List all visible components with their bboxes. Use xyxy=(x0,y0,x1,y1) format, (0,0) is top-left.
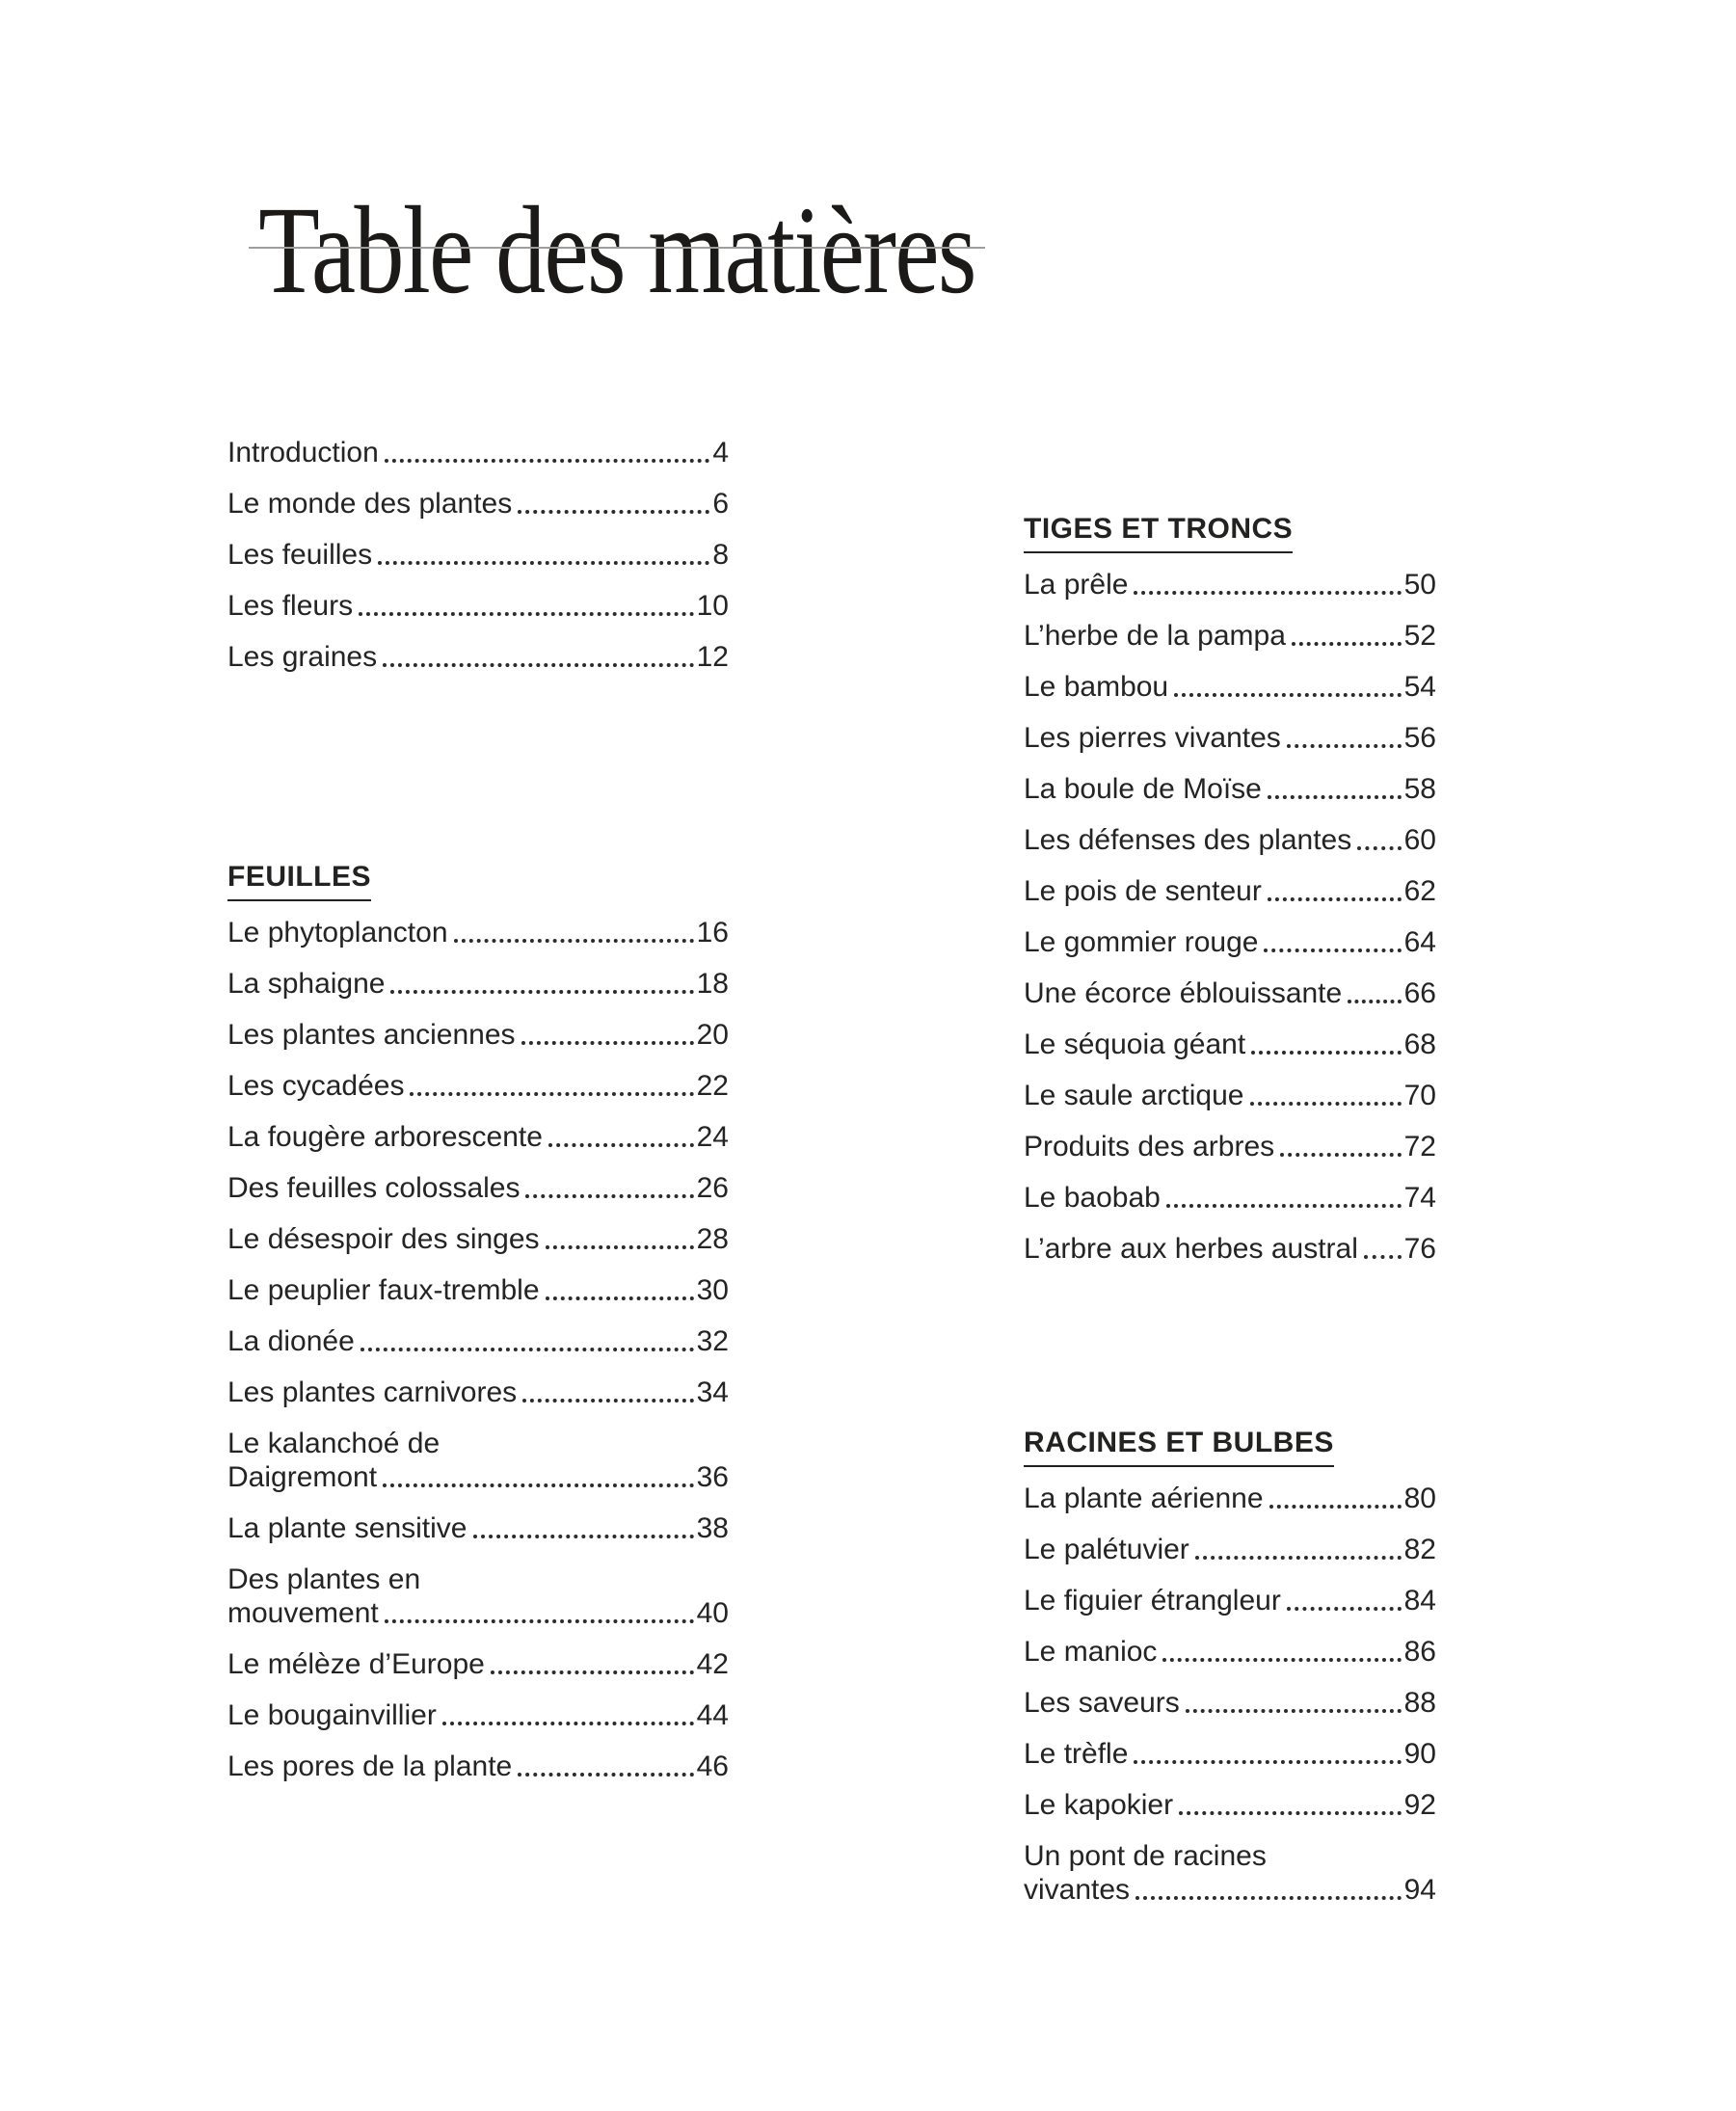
toc-entry xyxy=(227,589,729,623)
dotted-leader-icon xyxy=(383,1483,694,1487)
toc-entry-label: L’herbe de la pampa xyxy=(1024,620,1286,652)
toc-entry-label: Des plantes en xyxy=(227,1563,421,1595)
toc-entry xyxy=(1024,568,1436,601)
toc-entry xyxy=(227,1511,729,1545)
toc-entry xyxy=(227,1376,729,1409)
dotted-leader-icon xyxy=(491,1670,694,1674)
page-number: 88 xyxy=(1403,1687,1436,1719)
dotted-leader-icon xyxy=(546,1245,694,1249)
toc-entry-label: Le pois de senteur xyxy=(1024,875,1262,907)
toc-entry xyxy=(227,1324,729,1358)
toc-entry xyxy=(227,1120,729,1154)
dotted-leader-icon xyxy=(1357,846,1401,850)
dotted-leader-icon xyxy=(1280,1153,1401,1157)
toc-section-tiges-et-troncs xyxy=(1024,513,1436,1283)
page-title: Table des matières xyxy=(258,181,975,321)
toc-entry xyxy=(1024,1130,1436,1163)
toc-entry xyxy=(1024,1181,1436,1215)
toc-entry xyxy=(227,1222,729,1256)
toc-entry xyxy=(1024,1232,1436,1266)
toc-entry-label: Le peuplier faux-tremble xyxy=(227,1274,540,1306)
toc-entry xyxy=(227,967,729,1001)
toc-entry xyxy=(227,1750,729,1783)
toc-entry xyxy=(1024,721,1436,755)
page-number: 10 xyxy=(696,590,729,622)
toc-entry xyxy=(1024,670,1436,704)
page-number: 62 xyxy=(1403,875,1436,907)
page-number: 94 xyxy=(1403,1874,1436,1906)
page-number: 26 xyxy=(696,1172,729,1204)
dotted-leader-icon xyxy=(518,510,709,514)
dotted-leader-icon xyxy=(1135,1896,1402,1900)
toc-entry-label: Le phytoplancton xyxy=(227,917,448,949)
toc-entry-label: La dionée xyxy=(227,1325,355,1357)
toc-entry xyxy=(227,1273,729,1307)
dotted-leader-icon xyxy=(385,1619,694,1623)
page-number: 90 xyxy=(1403,1738,1436,1770)
toc-entry-label: Les pierres vivantes xyxy=(1024,722,1281,754)
dotted-leader-icon xyxy=(1269,1505,1402,1509)
toc-entry-label: Produits des arbres xyxy=(1024,1131,1275,1162)
page-number: 30 xyxy=(696,1274,729,1306)
page-number: 18 xyxy=(696,968,729,1000)
toc-entry-label: Le kalanchoé de xyxy=(227,1428,441,1459)
toc-entry xyxy=(227,1563,729,1630)
toc-entry xyxy=(227,1427,729,1494)
dotted-leader-icon xyxy=(1264,949,1401,952)
toc-entry-label: La boule de Moïse xyxy=(1024,773,1262,805)
toc-entry xyxy=(1024,1635,1436,1669)
toc-entry-label: Le figuier étrangleur xyxy=(1024,1585,1281,1617)
page-number: 8 xyxy=(712,539,729,571)
page-number: 42 xyxy=(696,1648,729,1680)
toc-entry-label: Les feuilles xyxy=(227,539,373,571)
toc-entry-label: Le baobab xyxy=(1024,1182,1161,1214)
dotted-leader-icon xyxy=(1287,744,1402,748)
dotted-leader-icon xyxy=(378,561,709,565)
section-heading: RACINES ET BULBES xyxy=(1024,1427,1334,1467)
dotted-leader-icon xyxy=(454,939,694,943)
page-number: 16 xyxy=(696,917,729,949)
title-rule xyxy=(249,247,985,249)
toc-entry xyxy=(1024,1584,1436,1617)
toc-entry-label: Introduction xyxy=(227,437,379,468)
page-number: 54 xyxy=(1403,671,1436,703)
toc-entry-label: Les plantes anciennes xyxy=(227,1019,516,1051)
toc-entry xyxy=(1024,772,1436,806)
page-number: 74 xyxy=(1403,1182,1436,1214)
toc-entry xyxy=(1024,1788,1436,1822)
toc-entry-label: Les cycadées xyxy=(227,1070,405,1102)
dotted-leader-icon xyxy=(1166,1204,1402,1208)
page-number: 70 xyxy=(1403,1080,1436,1111)
dotted-leader-icon xyxy=(1287,1607,1402,1611)
toc-entry-label: Le trèfle xyxy=(1024,1738,1129,1770)
page-number: 64 xyxy=(1403,926,1436,958)
toc-entry-label: vivantes xyxy=(1024,1874,1131,1906)
toc-entry xyxy=(227,1069,729,1103)
page-number: 32 xyxy=(696,1325,729,1357)
toc-entry-label: Les pores de la plante xyxy=(227,1750,513,1782)
toc-entry-label: Les défenses des plantes xyxy=(1024,824,1352,856)
toc-entry-label: La prêle xyxy=(1024,569,1129,601)
toc-entry-label: Daigremont xyxy=(227,1461,378,1493)
page-number: 34 xyxy=(696,1376,729,1408)
page-number: 28 xyxy=(696,1223,729,1255)
toc-entry-label: La plante sensitive xyxy=(227,1512,467,1544)
dotted-leader-icon xyxy=(359,612,694,616)
page-number: 4 xyxy=(712,437,729,468)
dotted-leader-icon xyxy=(522,1399,693,1403)
page-number: 38 xyxy=(696,1512,729,1544)
dotted-leader-icon xyxy=(1268,897,1402,901)
page-number: 86 xyxy=(1403,1636,1436,1668)
toc-entry xyxy=(227,538,729,572)
dotted-leader-icon xyxy=(525,1194,693,1198)
toc-entry-label: mouvement xyxy=(227,1597,379,1629)
toc-entry-label: Une écorce éblouissante xyxy=(1024,977,1343,1009)
dotted-leader-icon xyxy=(1348,1000,1401,1003)
section-heading: TIGES ET TRONCS xyxy=(1024,513,1293,553)
toc-section-racines-et-bulbes xyxy=(1024,1427,1436,1924)
dotted-leader-icon xyxy=(548,1143,694,1147)
dotted-leader-icon xyxy=(1195,1556,1402,1560)
dotted-leader-icon xyxy=(518,1773,693,1777)
toc-entry-label: Le saule arctique xyxy=(1024,1080,1244,1111)
toc-section-feuilles xyxy=(227,861,729,1801)
page-number: 44 xyxy=(696,1699,729,1731)
toc-entry-label: Les fleurs xyxy=(227,590,354,622)
page-number: 36 xyxy=(696,1461,729,1493)
toc-entry xyxy=(227,487,729,521)
dotted-leader-icon xyxy=(385,459,710,463)
toc-entry xyxy=(1024,976,1436,1010)
dotted-leader-icon xyxy=(521,1041,694,1045)
dotted-leader-icon xyxy=(1186,1709,1402,1713)
toc-entry-label: Le palétuvier xyxy=(1024,1534,1189,1565)
toc-entry xyxy=(1024,1028,1436,1061)
dotted-leader-icon xyxy=(410,1092,693,1096)
page-number: 50 xyxy=(1403,569,1436,601)
page-number: 60 xyxy=(1403,824,1436,856)
dotted-leader-icon xyxy=(390,990,693,994)
dotted-leader-icon xyxy=(1268,795,1402,799)
section-heading: FEUILLES xyxy=(227,861,371,901)
toc-entry-label: La plante aérienne xyxy=(1024,1483,1264,1514)
toc-entry-label: Le gommier rouge xyxy=(1024,926,1259,958)
toc-entry xyxy=(1024,1482,1436,1515)
toc-section-introduction xyxy=(227,436,729,691)
toc-entry xyxy=(1024,1533,1436,1566)
page-number: 46 xyxy=(696,1750,729,1782)
page-number: 56 xyxy=(1403,722,1436,754)
page-number: 80 xyxy=(1403,1483,1436,1514)
toc-entry xyxy=(227,916,729,949)
toc-entry xyxy=(1024,874,1436,908)
toc-entry xyxy=(1024,619,1436,653)
dotted-leader-icon xyxy=(1364,1255,1402,1259)
page-number: 82 xyxy=(1403,1534,1436,1565)
page-number: 66 xyxy=(1403,977,1436,1009)
page-number: 84 xyxy=(1403,1585,1436,1617)
dotted-leader-icon xyxy=(1162,1658,1401,1662)
dotted-leader-icon xyxy=(473,1535,694,1538)
toc-entry xyxy=(227,1018,729,1052)
toc-entry-label: Le bougainvillier xyxy=(227,1699,437,1731)
dotted-leader-icon xyxy=(442,1722,694,1725)
toc-entry-label: Le séquoia géant xyxy=(1024,1029,1246,1060)
toc-entry-label: Les saveurs xyxy=(1024,1687,1180,1719)
toc-entry-label: Un pont de racines xyxy=(1024,1840,1267,1872)
dotted-leader-icon xyxy=(1292,642,1402,646)
dotted-leader-icon xyxy=(361,1348,694,1351)
dotted-leader-icon xyxy=(546,1296,694,1300)
toc-entry xyxy=(227,640,729,674)
toc-entry-label: Les graines xyxy=(227,641,378,673)
toc-entry-label: La sphaigne xyxy=(227,968,386,1000)
page-number: 12 xyxy=(696,641,729,673)
toc-entry xyxy=(1024,1839,1436,1907)
toc-entry-label: L’arbre aux herbes austral xyxy=(1024,1233,1358,1265)
toc-entry xyxy=(1024,1737,1436,1771)
toc-entry xyxy=(1024,1686,1436,1720)
dotted-leader-icon xyxy=(1251,1051,1401,1055)
toc-entry xyxy=(1024,1079,1436,1112)
page-number: 40 xyxy=(696,1597,729,1629)
page-number: 72 xyxy=(1403,1131,1436,1162)
dotted-leader-icon xyxy=(383,663,694,667)
toc-entry-label: Le désespoir des singes xyxy=(227,1223,540,1255)
toc-entry xyxy=(227,1171,729,1205)
toc-entry xyxy=(227,436,729,469)
toc-entry xyxy=(227,1698,729,1732)
toc-entry-label: Le monde des plantes xyxy=(227,488,513,520)
page-number: 58 xyxy=(1403,773,1436,805)
toc-entry xyxy=(227,1647,729,1681)
page-number: 52 xyxy=(1403,620,1436,652)
toc-entry-label: Le bambou xyxy=(1024,671,1169,703)
toc-entry-label: Le kapokier xyxy=(1024,1789,1174,1821)
page-number: 22 xyxy=(696,1070,729,1102)
toc-entry xyxy=(1024,823,1436,857)
page-number: 76 xyxy=(1403,1233,1436,1265)
page-number: 24 xyxy=(696,1121,729,1153)
dotted-leader-icon xyxy=(1134,591,1401,595)
page-number: 92 xyxy=(1403,1789,1436,1821)
dotted-leader-icon xyxy=(1179,1811,1402,1815)
toc-entry-label: Des feuilles colossales xyxy=(227,1172,521,1204)
toc-entry-label: Le manioc xyxy=(1024,1636,1158,1668)
dotted-leader-icon xyxy=(1174,693,1402,697)
toc-entry-label: Le mélèze d’Europe xyxy=(227,1648,485,1680)
dotted-leader-icon xyxy=(1250,1102,1402,1106)
toc-entry-label: La fougère arborescente xyxy=(227,1121,543,1153)
page-number: 20 xyxy=(696,1019,729,1051)
page-number: 6 xyxy=(712,488,729,520)
dotted-leader-icon xyxy=(1134,1760,1401,1764)
toc-entry xyxy=(1024,925,1436,959)
toc-entry-label: Les plantes carnivores xyxy=(227,1376,518,1408)
page-number: 68 xyxy=(1403,1029,1436,1060)
